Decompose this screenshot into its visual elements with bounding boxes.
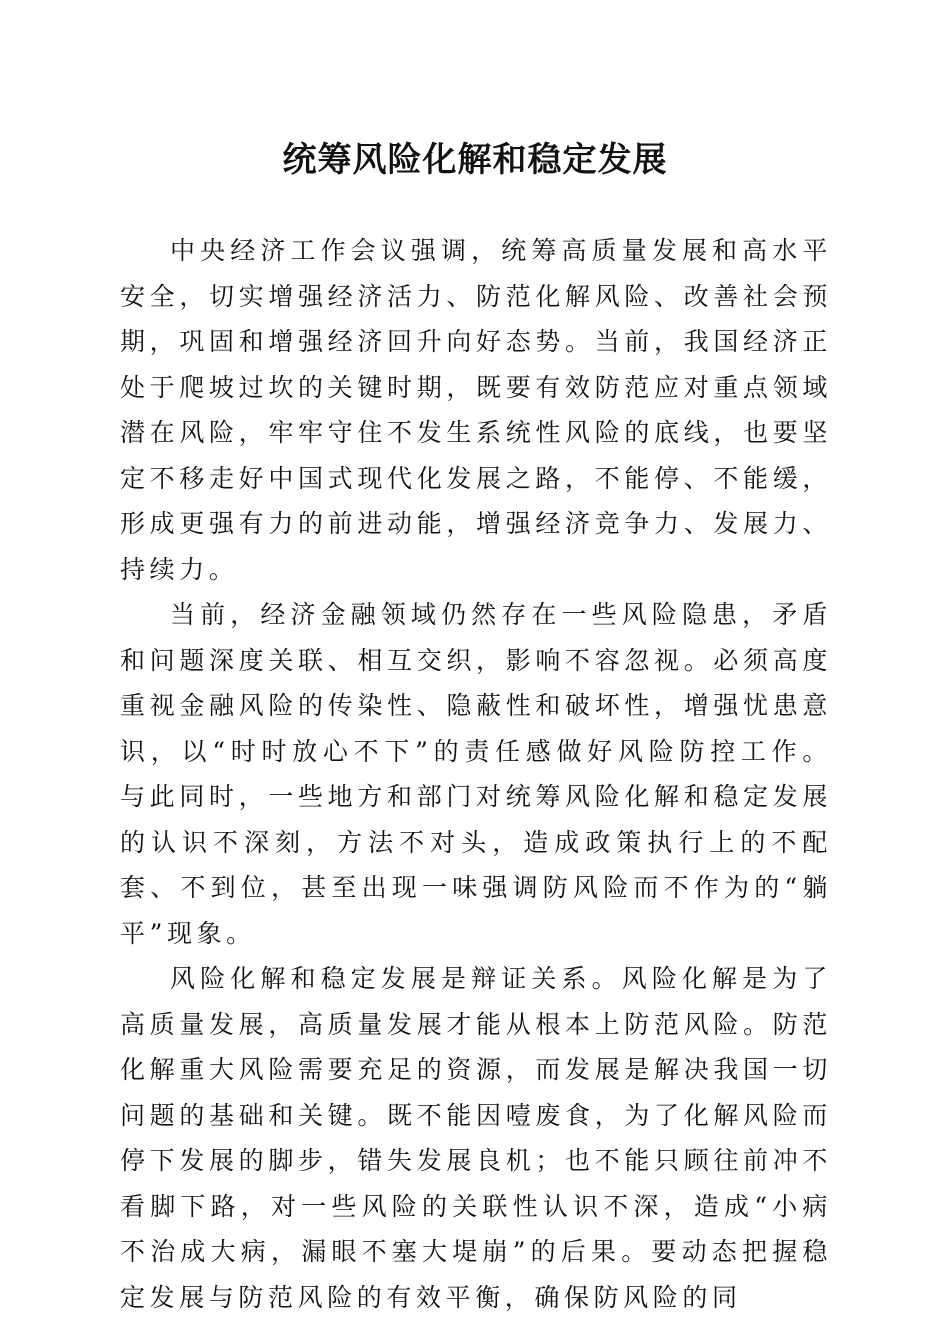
paragraph-3: 风险化解和稳定发展是辩证关系。风险化解是为了高质量发展，高质量发展才能从根本上防范风险。防范化解重大风险需要充足的资源，而发展是解决我国一切问题的基础和关键。既不能因噎废食，为了化解风险而停下发展的脚步，错失发展良机；也不能只顾往前冲不看脚下路，对一些风险的关联性认识不深，造成“小病不治成大病，漏眼不塞大堤崩”的后果。要动态把握稳定发展与防范风险的有效平衡，确保防风险的同 [120,964,832,1312]
document-title: 统筹风险化解和稳定发展 [282,140,668,180]
paragraph-2: 当前，经济金融领域仍然存在一些风险隐患，矛盾和问题深度关联、相互交织，影响不容忽视。必须高度重视金融风险的传染性、隐蔽性和破坏性，增强忧患意识，以“时时放心不下”的责任感做好风险防控工作。与此同时，一些地方和部门对统筹风险化解和稳定发展的认识不深刻，方法不对头，造成政策执行上的不配套、不到位，甚至出现一味强调防风险而不作为的“躺平”现象。 [120,600,832,948]
document-body [120,228,832,1320]
paragraph-1: 中央经济工作会议强调，统筹高质量发展和高水平安全，切实增强经济活力、防范化解风险、改善社会预期，巩固和增强经济回升向好态势。当前，我国经济正处于爬坡过坎的关键时期，既要有效防范应对重点领域潜在风险，牢牢守住不发生系统性风险的底线，也要坚定不移走好中国式现代化发展之路，不能停、不能缓，形成更强有力的前进动能，增强经济竞争力、发展力、持续力。 [120,236,832,584]
